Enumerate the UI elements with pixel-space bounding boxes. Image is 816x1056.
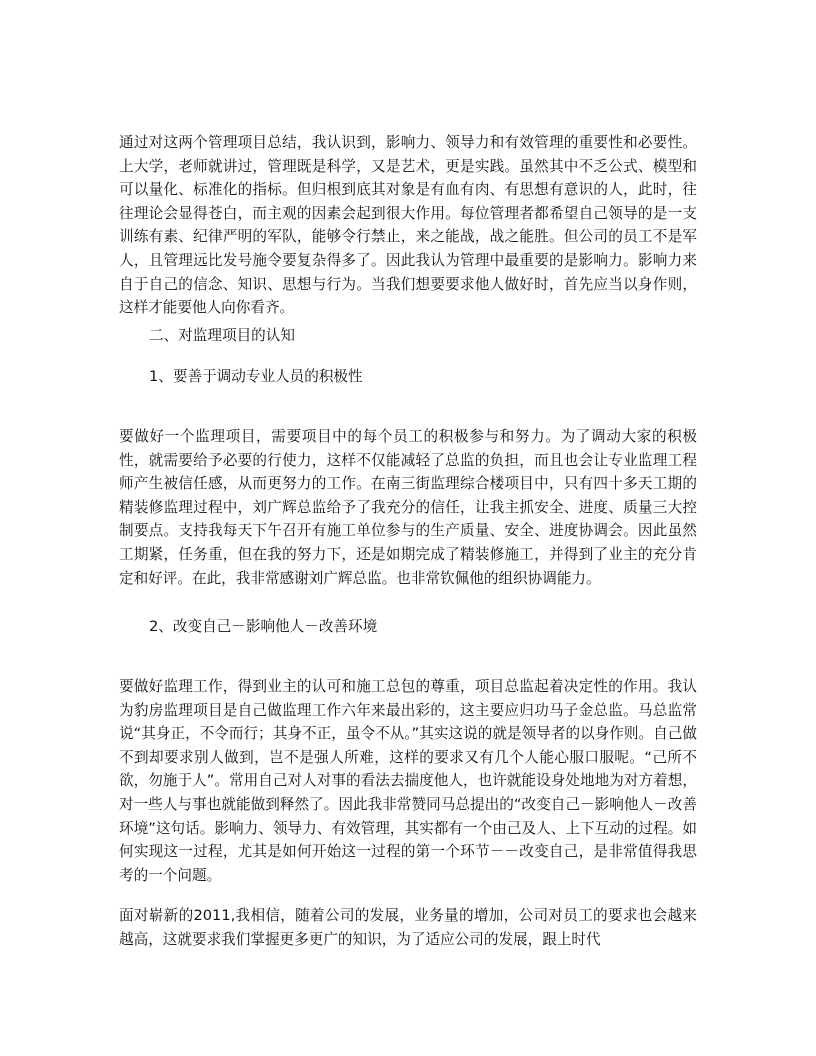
subheading-motivate-staff: 1、要善于调动专业人员的积极性 <box>149 368 363 385</box>
paragraph-facing-2011: 面对崭新的2011,我相信，随着公司的发展，业务量的增加，公司对员工的要求也会越来越高，这就要求我们掌握更多更广的知识，为了适应公司的发展，跟上时代 <box>119 907 697 948</box>
paragraph-motivate-staff: 要做好一个监理项目，需要项目中的每个员工的积极参与和努力。为了调动大家的积极性，就需要给予必要的行使力，这样不仅能减轻了总监的负担，而且也会让专业监理工程师产生被信任感，从而更努力的工作。在南三街监理综合楼项目中，只有四十多天工期的精装修监理过程中，刘广辉总监给予了我充分的信任，让我主抓安全、进度、质量三大控制要点。支持我每天下午召开有施工单位参与的生产质量、安全、进度协调会。因此虽然工期紧，任务重，但在我的努力下，还是如期完成了精装修施工，并得到了业主的充分肯定和好评。在此，我非常感谢刘广辉总监。也非常钦佩他的组织协调能力。 <box>119 428 697 587</box>
paragraph-management-summary: 通过对这两个管理项目总结，我认识到，影响力、领导力和有效管理的重要性和必要性。上大学，老师就讲过，管理既是科学，又是艺术，更是实践。虽然其中不乏公式、模型和可以量化、标准化的指标。但归根到底其对象是有血有肉、有思想有意识的人，此时，往往理论会显得苍白，而主观的因素会起到很大作用。每位管理者都希望自己领导的是一支训练有素、纪律严明的军队，能够令行禁止，来之能战，战之能胜。但公司的员工不是军人，且管理远比发号施令要复杂得多了。因此我认为管理中最重要的是影响力。影响力来自于自己的信念、知识、思想与行为。当我们想要要求他人做好时，首先应当以身作则，这样才能要他人向你看齐。 <box>119 134 697 317</box>
subheading-change-yourself: 2、改变自己－影响他人－改善环境 <box>149 618 378 635</box>
paragraph-change-yourself: 要做好监理工作，得到业主的认可和施工总包的尊重，项目总监起着决定性的作用。我认为豹房监理项目是自己做监理工作六年来最出彩的，这主要应归功马子金总监。马总监常说“其身正，不令而行；其身不正，虽令不从。”其实这说的就是领导者的以身作则。自己做不到却要求别人做到，岂不是强人所难，这样的要求又有几个人能心服口服呢。“己所不欲，勿施于人”。常用自己对人对事的看法去揣度他人，也许就能设身处地地为对方着想，对一些人与事也就能做到释然了。因此我非常赞同马总提出的“改变自己－影响他人－改善环境”这句话。影响力、领导力、有效管理，其实都有一个由己及人、上下互动的过程。如何实现这一过程，尤其是如何开始这一过程的第一个环节－－改变自己，是非常值得我思考的一个问题。 <box>119 678 697 884</box>
section-heading-supervision-cognition: 二、对监理项目的认知 <box>149 327 295 344</box>
